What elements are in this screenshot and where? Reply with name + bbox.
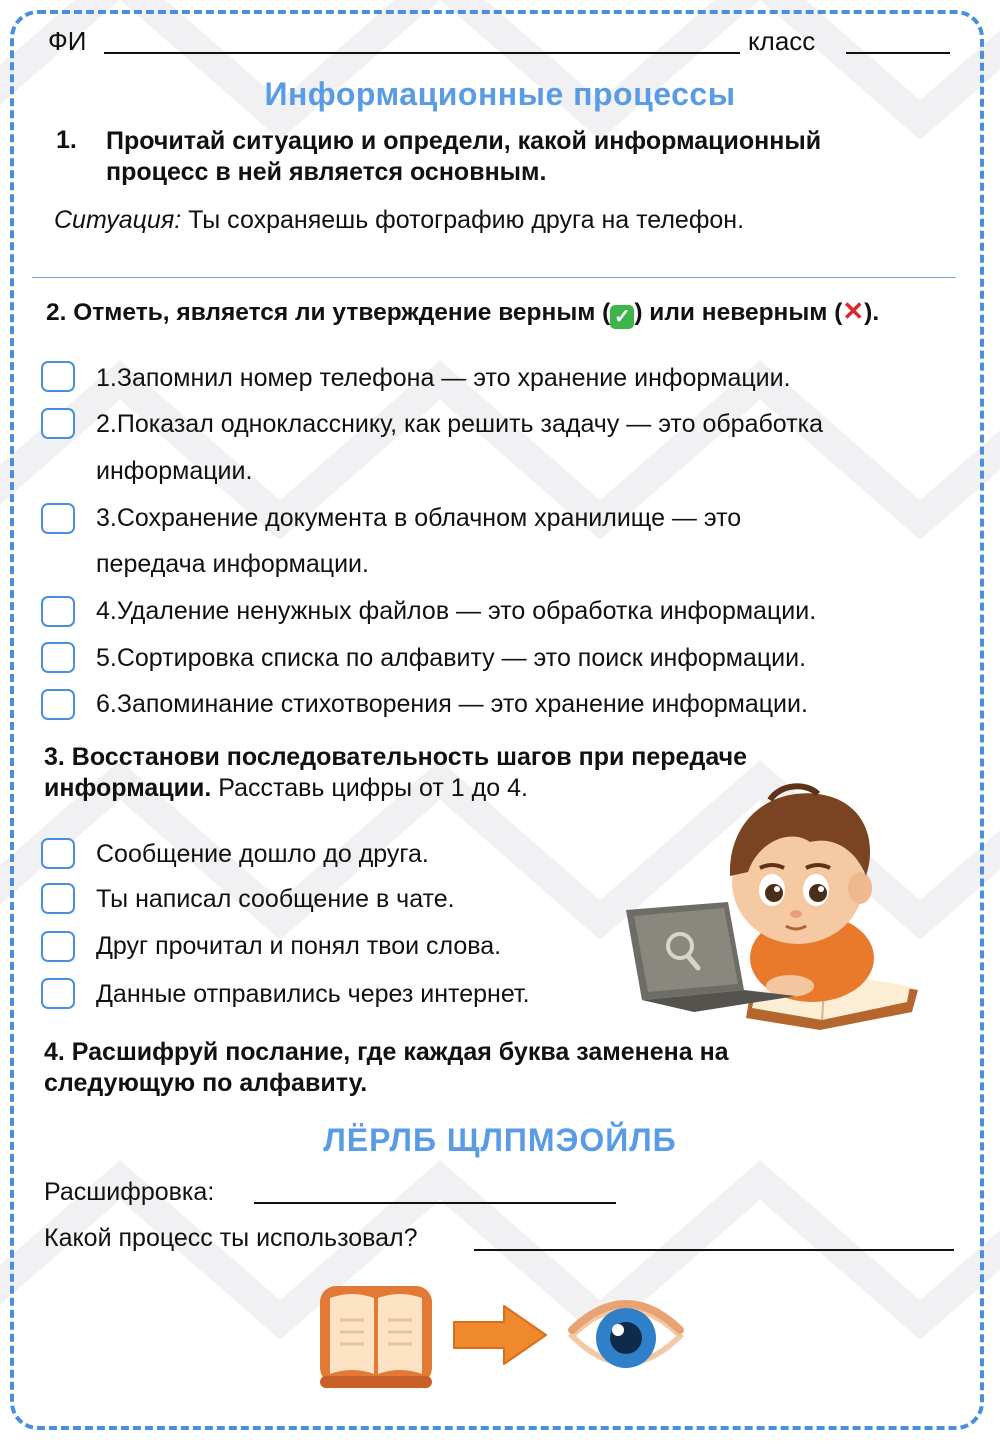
situation-text: Ты сохраняешь фотографию друга на телефон. (188, 206, 745, 234)
step-box-4[interactable] (41, 978, 75, 1009)
name-field-line[interactable] (104, 52, 740, 54)
statement-2: 2.Показал однокласснику, как решить задачу — это обработка (96, 410, 823, 438)
class-field-line[interactable] (846, 52, 950, 54)
process-question-label: Какой процесс ты использовал? (44, 1224, 418, 1252)
name-label: ФИ (48, 26, 87, 56)
statement-checkbox-6[interactable] (41, 689, 75, 720)
task4-prompt: 4. Расшифруй послание, где каждая буква заменена на следующую по алфавиту. (44, 1038, 729, 1097)
situation-label: Ситуация: (54, 206, 182, 234)
task2-prompt-middle: ) или неверным ( (634, 299, 843, 326)
step-box-1[interactable] (41, 838, 75, 869)
statement-3-cont: передача информации. (96, 550, 369, 578)
step-3: Друг прочитал и понял твои слова. (96, 932, 502, 960)
open-book-icon (318, 1280, 434, 1392)
task2-prompt (46, 296, 879, 329)
statement-1: 1.Запомнил номер телефона — это хранение информации. (96, 364, 791, 392)
section-divider (32, 277, 956, 278)
statement-checkbox-3[interactable] (41, 503, 75, 534)
step-2: Ты написал сообщение в чате. (96, 885, 455, 913)
step-4: Данные отправились через интернет. (96, 980, 530, 1008)
cipher-text: ЛЁРЛБ ЩЛПМЭОЙЛБ (323, 1122, 677, 1158)
boy-with-laptop-illustration (620, 780, 930, 1035)
statement-3: 3.Сохранение документа в облачном хранилище — это (96, 504, 742, 532)
statement-checkbox-5[interactable] (41, 642, 75, 673)
step-1: Сообщение дошло до друга. (96, 840, 429, 868)
statement-checkbox-4[interactable] (41, 596, 75, 627)
statement-2-cont: информации. (96, 457, 253, 485)
step-box-3[interactable] (41, 931, 75, 962)
task3-prompt-bold: 3. Восстанови последовательность шагов при передаче информации. (44, 743, 748, 802)
statement-5: 5.Сортировка списка по алфавиту — это поиск информации. (96, 644, 807, 672)
page-title: Информационные процессы (264, 76, 736, 112)
statement-4: 4.Удаление ненужных файлов — это обработка информации. (96, 597, 817, 625)
cross-mark-icon: ✕ (842, 296, 865, 326)
process-answer-line[interactable] (474, 1249, 954, 1251)
statement-6: 6.Запоминание стихотворения — это хранение информации. (96, 690, 808, 718)
task1-number: 1. (56, 126, 77, 154)
task1-prompt: Прочитай ситуацию и определи, какой информационный процесс в ней является основным. (106, 127, 822, 186)
eye-icon (564, 1286, 688, 1386)
statement-checkbox-2[interactable] (41, 408, 75, 439)
decode-answer-line[interactable] (254, 1202, 616, 1204)
arrow-right-icon (450, 1300, 550, 1370)
task2-prompt-end: ). (864, 299, 880, 326)
step-box-2[interactable] (41, 883, 75, 914)
decode-label: Расшифровка: (44, 1178, 215, 1206)
statement-checkbox-1[interactable] (41, 361, 75, 392)
task2-prompt-start: 2. Отметь, является ли утверждение верным ( (46, 299, 611, 326)
task1-situation (54, 206, 744, 235)
task3-prompt-rest: Расставь цифры от 1 до 4. (211, 774, 528, 802)
check-mark-icon: ✓ (610, 305, 634, 329)
class-label: класс (748, 26, 816, 56)
